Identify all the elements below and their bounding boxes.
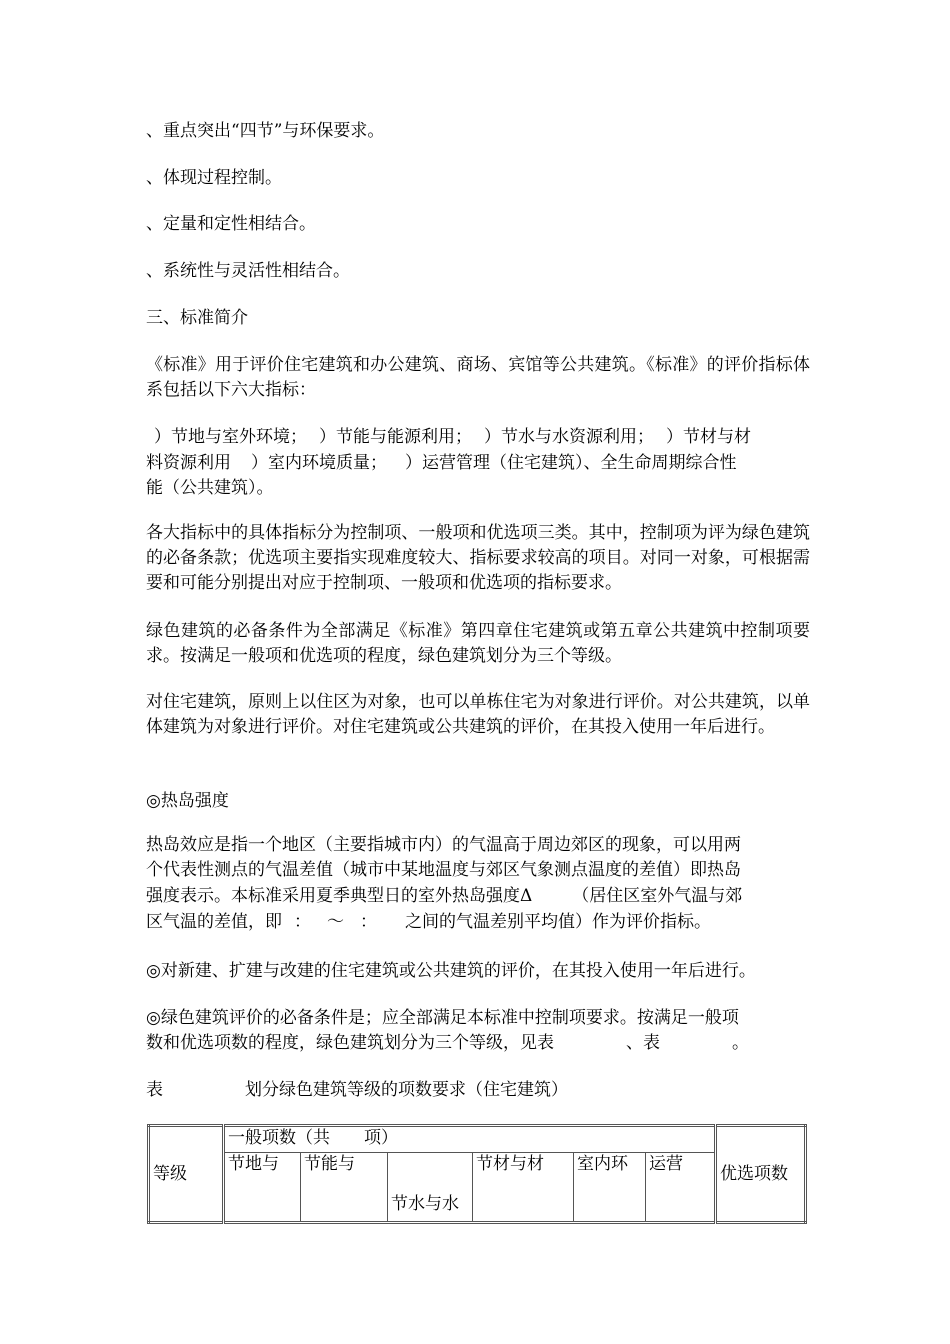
- table-caption: 表 划分绿色建筑等级的项数要求（住宅建筑）: [146, 1080, 568, 1100]
- general-items-header: 一般项数（共 项）: [224, 1126, 716, 1153]
- heat-line-1: 热岛效应是指一个地区（主要指城市内）的气温高于周边郊区的现象，可以用两: [146, 835, 741, 855]
- heat-line-4: 区气温的差值，即 ： ～ ： 之间的气温差别平均值）作为评价指标。: [146, 912, 711, 932]
- grade-requirements-table: [147, 1124, 807, 1224]
- evaluation-time-paragraph: ◎对新建、扩建与改建的住宅建筑或公共建筑的评价，在其投入使用一年后进行。: [146, 961, 756, 981]
- col-energy: 节能与: [301, 1152, 388, 1222]
- principle-item-2: 、体现过程控制。: [146, 168, 282, 188]
- table-subheader-row: [149, 1152, 806, 1222]
- heat-line-2: 个代表性测点的气温差值（城市中某地温度与郊区气象测点温度的差值）即热岛: [146, 860, 741, 880]
- col-indoor-env: 室内环: [574, 1152, 646, 1222]
- heat-line-3: 强度表示。本标准采用夏季典型日的室外热岛强度Δ （居住区室外气温与郊: [146, 886, 743, 906]
- required-paragraph: 绿色建筑的必备条件为全部满足《标准》第四章住宅建筑或第五章公共建筑中控制项要求。按满足一般项和优选项的程度，绿色建筑划分为三个等级。: [146, 621, 810, 666]
- section-title: 三、标准简介: [146, 308, 248, 328]
- table-header-row: [149, 1126, 806, 1153]
- col-land-outdoor: 节地与: [224, 1152, 301, 1222]
- principle-item-1: 、重点突出“四节”与环保要求。: [146, 121, 385, 141]
- col-material: 节材与材: [473, 1152, 574, 1222]
- conditions-line-1: ◎绿色建筑评价的必备条件是；应全部满足本标准中控制项要求。按满足一般项: [146, 1008, 739, 1028]
- grade-header: 等级: [149, 1126, 224, 1223]
- intro-paragraph: 《标准》用于评价住宅建筑和办公建筑、商场、宾馆等公共建筑。《标准》的评价指标体系包括以下六大指标：: [146, 355, 810, 400]
- col-operation: 运营: [646, 1152, 716, 1222]
- items-paragraph: 各大指标中的具体指标分为控制项、一般项和优选项三类。其中，控制项为评为绿色建筑的必备条款；优选项主要指实现难度较大、指标要求较高的项目。对同一对象，可根据需要和可能分别提出对应于控制项、一般项和优选项的指标要求。: [146, 523, 810, 593]
- heat-island-heading: ◎热岛强度: [146, 791, 229, 811]
- conditions-line-2: 数和优选项数的程度，绿色建筑划分为三个等级，见表 、表 。: [146, 1033, 749, 1053]
- principle-item-4: 、系统性与灵活性相结合。: [146, 261, 350, 281]
- principle-item-3: 、定量和定性相结合。: [146, 214, 316, 234]
- indicator-line-3: 能（公共建筑）。: [146, 478, 274, 498]
- object-paragraph: 对住宅建筑，原则上以住区为对象，也可以单栋住宅为对象进行评价。对公共建筑，以单体建筑为对象进行评价。对住宅建筑或公共建筑的评价，在其投入使用一年后进行。: [146, 692, 810, 737]
- indicator-line-2: 料资源利用 ）室内环境质量； ）运营管理（住宅建筑）、全生命周期综合性: [146, 453, 737, 473]
- indicator-line-1: ）节地与室外环境； ）节能与能源利用； ）节水与水资源利用； ）节材与材: [154, 427, 751, 447]
- preferred-items-header: 优选项数: [716, 1126, 806, 1223]
- col-water: 节水与水: [388, 1152, 473, 1222]
